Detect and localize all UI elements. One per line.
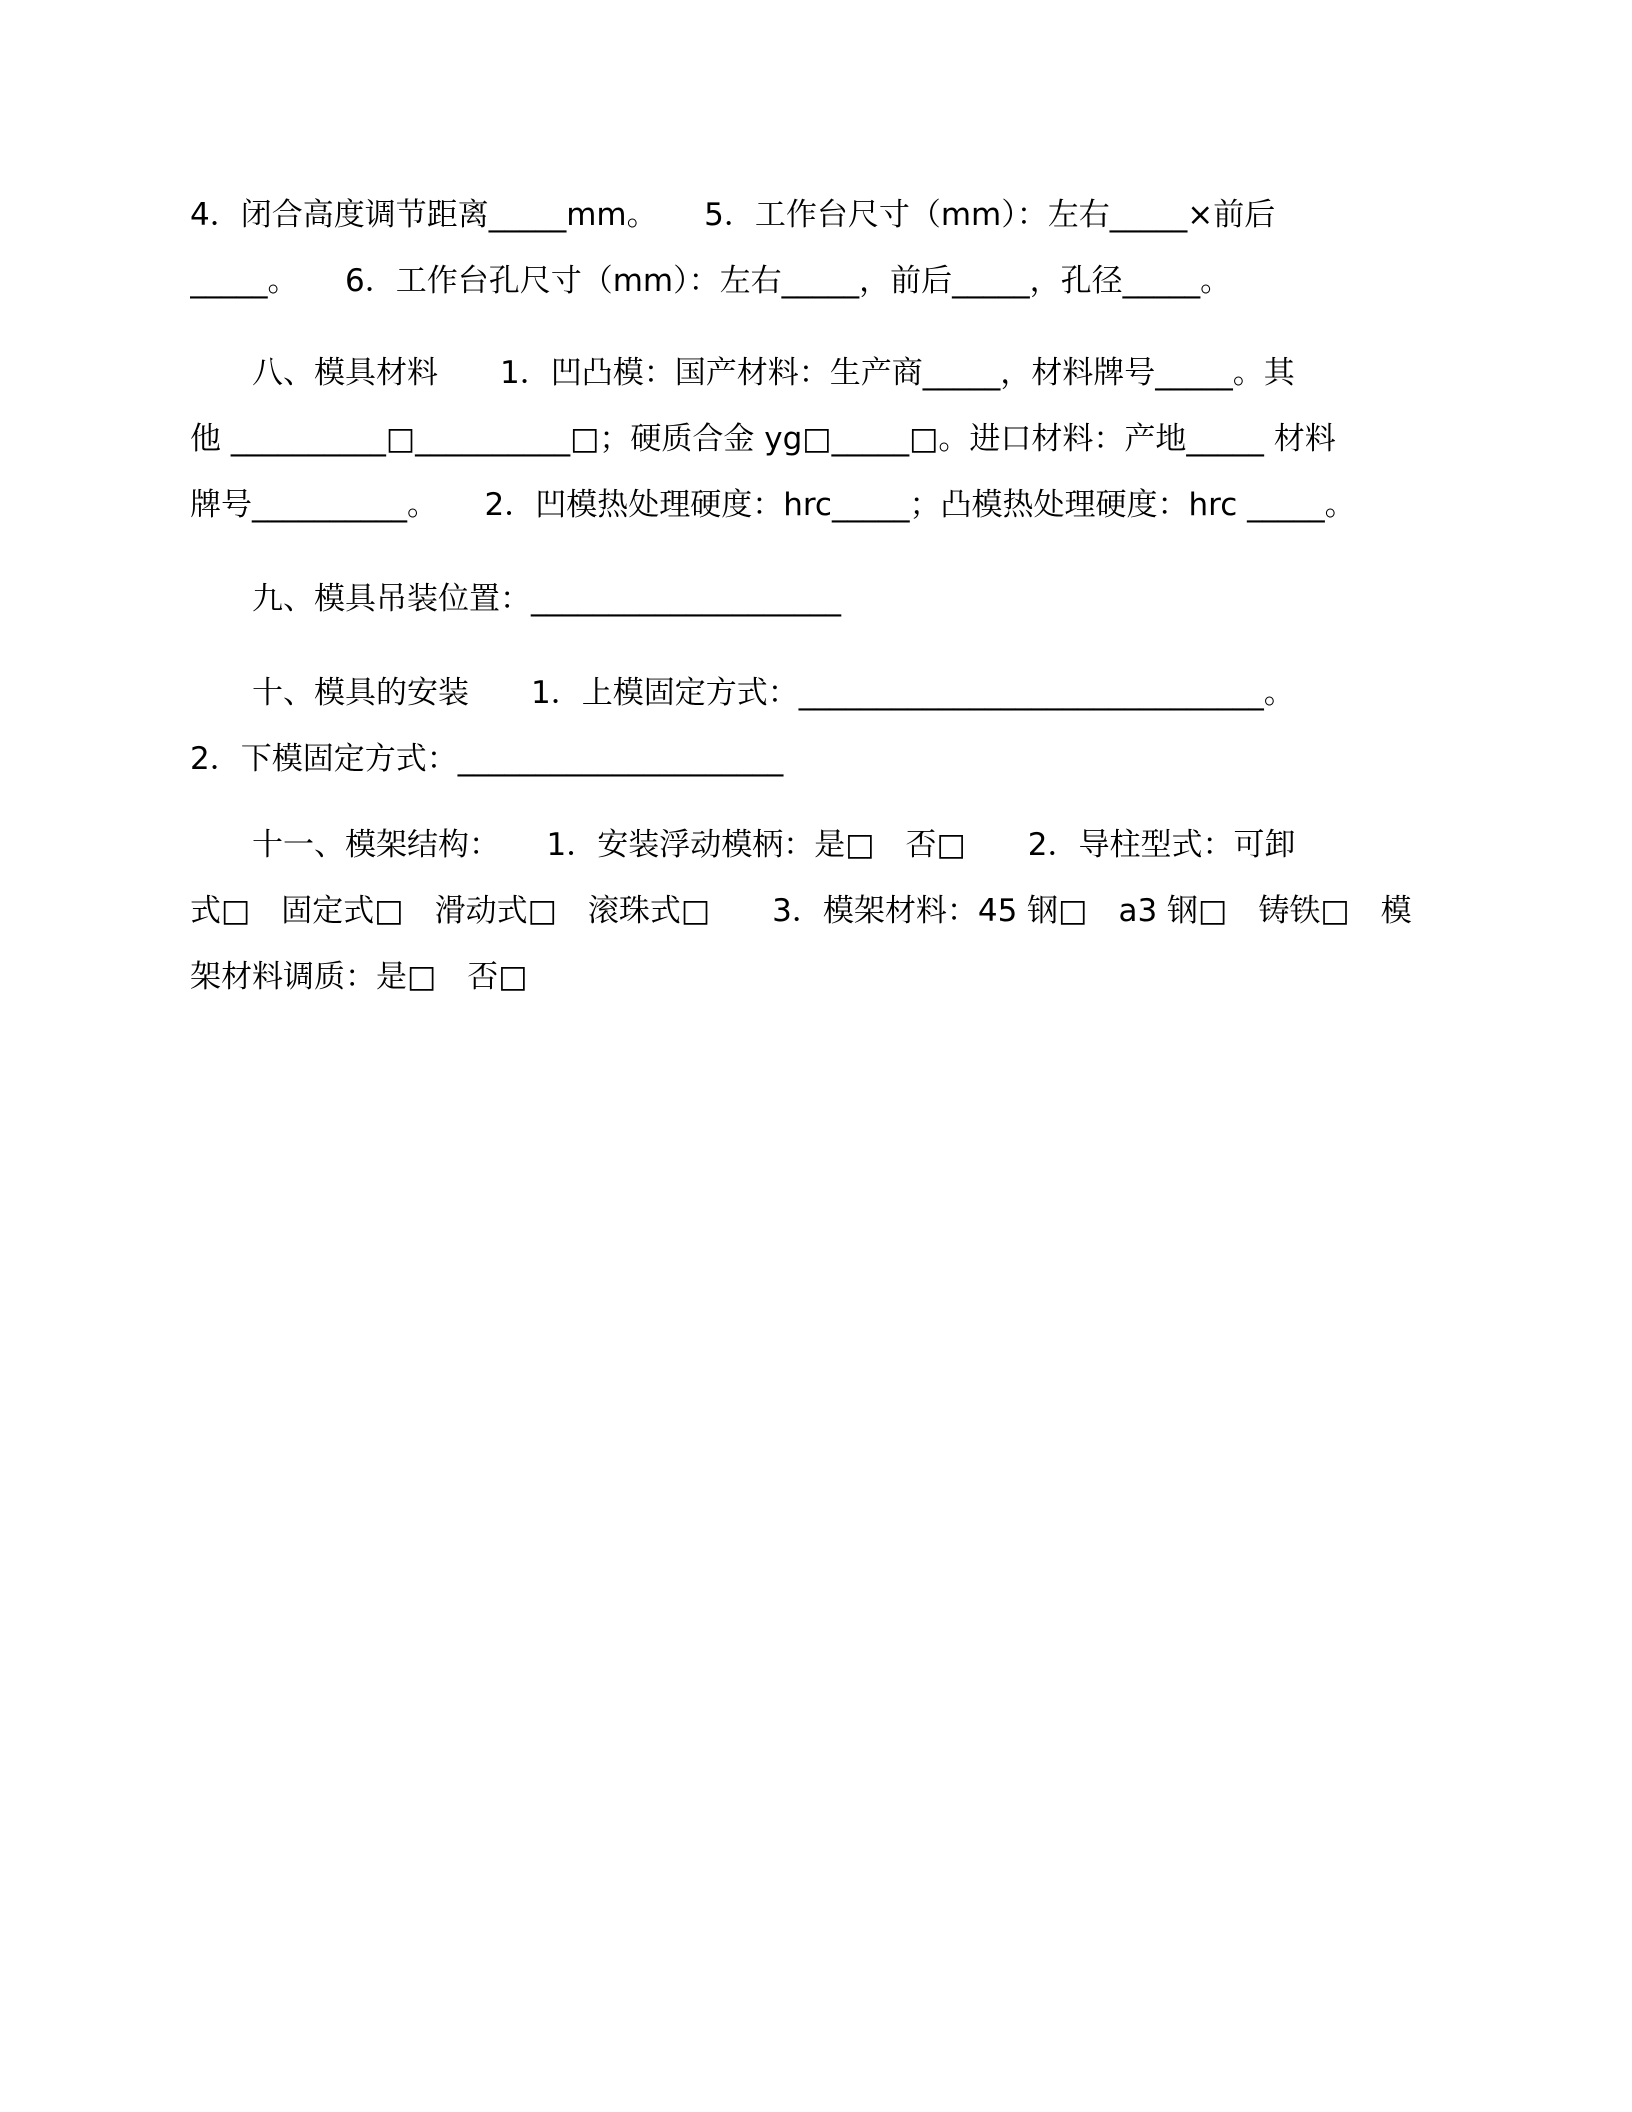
line-worktable-hole-size: _____。 6．工作台孔尺寸（mm）：左右_____，前后_____，孔径_____。 — [190, 263, 1232, 299]
line-section-9-lifting-position: 九、模具吊装位置：____________________ — [190, 581, 841, 617]
line-die-set-tempering: 架材料调质：是□ 否□ — [190, 959, 528, 995]
line-section-10-upper-mold-fixing: 十、模具的安装 1．上模固定方式：______________________________。 — [190, 675, 1295, 711]
line-section-8-mold-material: 八、模具材料 1．凹凸模：国产材料：生产商_____，材料牌号_____。其 — [190, 355, 1295, 391]
line-other-material-import: 他 __________□__________□；硬质合金 yg□_____□。进口材料：产地_____ 材料 — [190, 421, 1336, 457]
line-lower-mold-fixing: 2．下模固定方式：_____________________ — [190, 741, 784, 777]
line-heat-treatment-hardness: 牌号__________。 2．凹模热处理硬度：hrc_____；凸模热处理硬度：hrc _____。 — [190, 487, 1356, 523]
line-closing-height-worktable-size: 4．闭合高度调节距离_____mm。 5．工作台尺寸（mm）：左右_____×前后 — [190, 197, 1276, 233]
line-guide-pillar-die-set-material: 式□ 固定式□ 滑动式□ 滚珠式□ 3．模架材料：45 钢□ a3 钢□ 铸铁□ 模 — [190, 893, 1412, 929]
line-section-11-die-set-structure: 十一、模架结构： 1．安装浮动模柄：是□ 否□ 2．导柱型式：可卸 — [190, 827, 1296, 863]
